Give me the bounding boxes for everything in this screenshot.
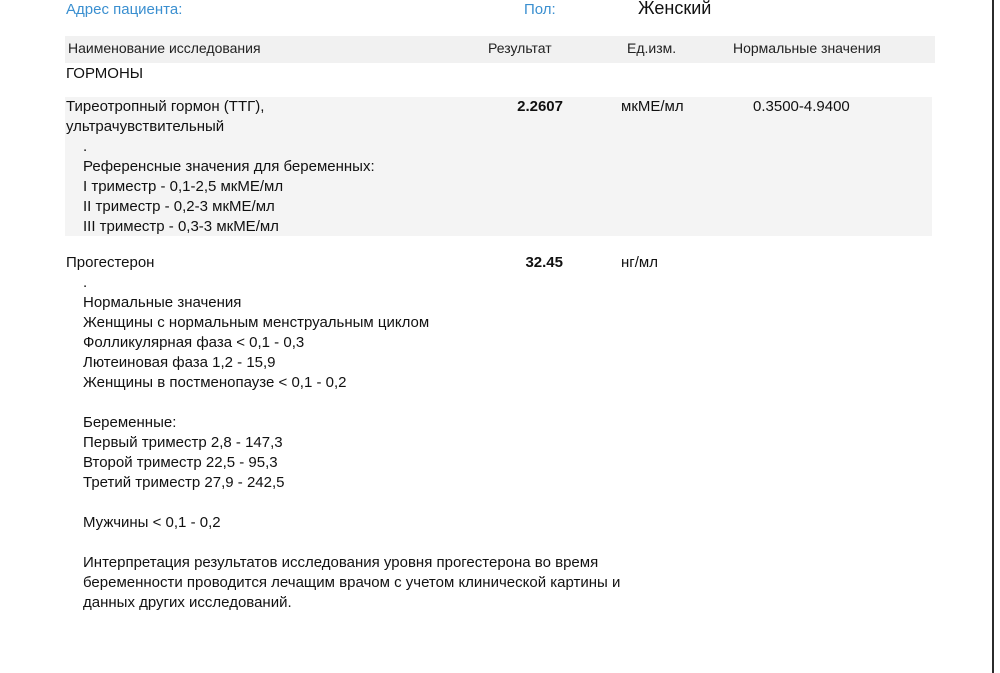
test-norm: 0.3500-4.9400 xyxy=(753,98,850,115)
test-note-line: Фолликулярная фаза < 0,1 - 0,3 xyxy=(83,334,305,351)
test-note-line: Лютеиновая фаза 1,2 - 15,9 xyxy=(83,354,276,371)
test-note-line: Третий триместр 27,9 - 242,5 xyxy=(83,474,285,491)
test-note-line: Первый триместр 2,8 - 147,3 xyxy=(83,434,283,451)
test-note-line: Интерпретация результатов исследования уровня прогестерона во время xyxy=(83,554,599,571)
column-header-result: Результат xyxy=(488,40,552,56)
column-header-norm: Нормальные значения xyxy=(733,40,881,56)
test-note-line: . xyxy=(83,138,88,155)
test-note-line: Женщины с нормальным менструальным циклом xyxy=(83,314,430,331)
test-name-line: ультрачувствительный xyxy=(66,118,225,135)
sex-value: Женский xyxy=(638,0,712,18)
patient-address-label: Адрес пациента: xyxy=(66,1,183,18)
test-note-line: . xyxy=(83,274,88,291)
test-note-line: III триместр - 0,3-3 мкМЕ/мл xyxy=(83,218,279,235)
section-title: ГОРМОНЫ xyxy=(66,65,144,82)
test-name-line: Тиреотропный гормон (ТТГ), xyxy=(66,98,265,115)
test-note-line: Референсные значения для беременных: xyxy=(83,158,375,175)
test-name-line: Прогестерон xyxy=(66,254,155,271)
test-note-line: беременности проводится лечащим врачом с учетом клинической картины и xyxy=(83,574,621,591)
test-result: 2.2607 xyxy=(517,98,563,115)
test-result: 32.45 xyxy=(525,254,563,271)
page-edge-border xyxy=(992,0,994,673)
sex-label: Пол: xyxy=(524,1,556,18)
column-header-name: Наименование исследования xyxy=(68,40,261,56)
test-note-line: II триместр - 0,2-3 мкМЕ/мл xyxy=(83,198,275,215)
test-note-line: Нормальные значения xyxy=(83,294,242,311)
test-note-line: I триместр - 0,1-2,5 мкМЕ/мл xyxy=(83,178,284,195)
test-unit: нг/мл xyxy=(621,254,658,271)
test-note-line: Женщины в постменопаузе < 0,1 - 0,2 xyxy=(83,374,347,391)
test-note-line: Второй триместр 22,5 - 95,3 xyxy=(83,454,278,471)
test-note-line: данных других исследований. xyxy=(83,594,292,611)
test-unit: мкМЕ/мл xyxy=(621,98,684,115)
results-table-header xyxy=(65,36,935,63)
test-note-line: Мужчины < 0,1 - 0,2 xyxy=(83,514,221,531)
column-header-unit: Ед.изм. xyxy=(627,40,677,56)
test-note-line: Беременные: xyxy=(83,414,177,431)
